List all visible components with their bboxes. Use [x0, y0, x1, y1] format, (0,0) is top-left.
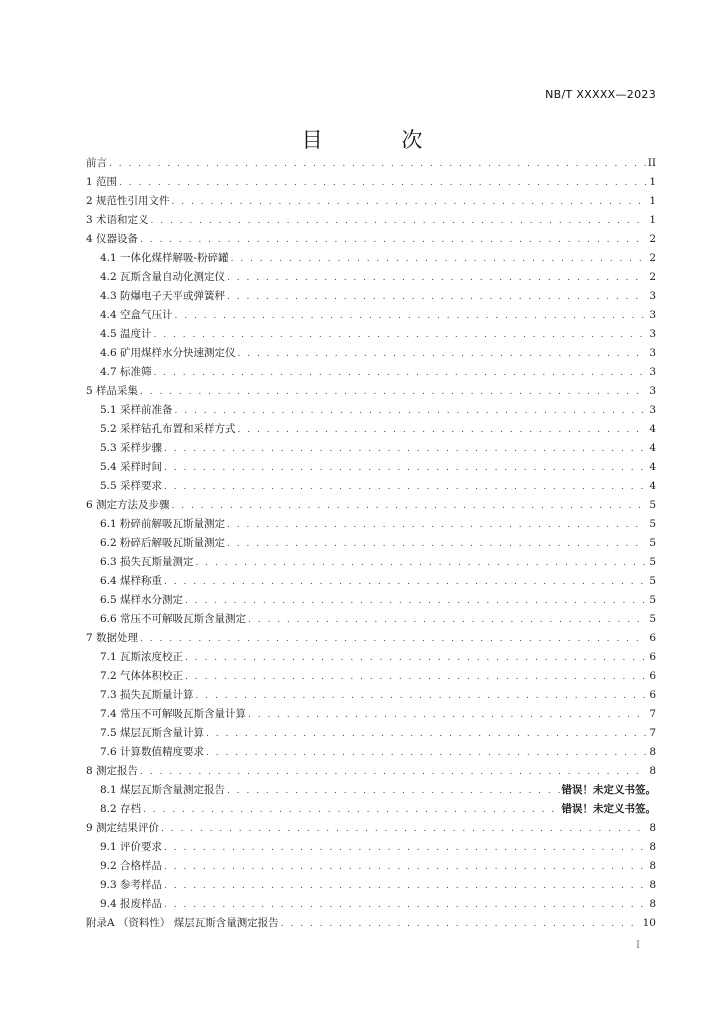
toc-dot-leader — [140, 383, 646, 402]
toc-entry[interactable] — [86, 838, 656, 857]
toc-dot-leader — [161, 820, 646, 839]
toc-entry[interactable] — [86, 154, 656, 173]
toc-entry-label: 5.5 采样要求 — [100, 480, 163, 492]
toc-entry-label: 8.2 存档 — [100, 803, 142, 815]
toc-entry-page: 8 — [649, 879, 656, 891]
toc-entry-page: 3 — [649, 385, 656, 397]
toc-entry[interactable] — [86, 192, 656, 211]
toc-entry-label: 4 仪器设备 — [86, 233, 139, 245]
toc-dot-leader — [206, 725, 646, 744]
toc-dot-leader — [164, 877, 646, 896]
toc-entry-page: 5 — [649, 556, 656, 568]
toc-entry[interactable] — [86, 268, 656, 287]
toc-entry-label: 9.2 合格样品 — [100, 860, 163, 872]
toc-entry[interactable] — [86, 420, 656, 439]
toc-dot-leader — [175, 402, 646, 421]
toc-entry[interactable] — [86, 610, 656, 629]
toc-entry[interactable] — [86, 648, 656, 667]
toc-dot-leader — [164, 478, 646, 497]
toc-entry[interactable] — [86, 800, 656, 819]
toc-entry-label: 4.2 瓦斯含量自动化测定仪 — [100, 271, 226, 283]
toc-entry-label: 7 数据处理 — [86, 632, 139, 644]
standard-code: NB/T XXXXX—2023 — [545, 88, 656, 101]
toc-entry-label: 5.3 采样步骤 — [100, 442, 163, 454]
toc-entry-page: 错误！未定义书签。 — [561, 803, 656, 815]
toc-dot-leader — [227, 269, 646, 288]
toc-dot-leader — [164, 858, 646, 877]
toc-dot-leader — [164, 440, 646, 459]
toc-entry-page: 7 — [649, 727, 656, 739]
toc-entry[interactable] — [86, 914, 656, 933]
toc-entry[interactable] — [86, 724, 656, 743]
page-title: 目 次 — [301, 128, 459, 152]
toc-entry[interactable] — [86, 477, 656, 496]
toc-dot-leader — [248, 706, 646, 725]
toc-dot-leader — [196, 554, 646, 573]
toc-dot-leader — [227, 288, 646, 307]
toc-entry-label: 4.7 标准筛 — [100, 366, 152, 378]
toc-entry[interactable] — [86, 572, 656, 591]
toc-dot-leader — [238, 421, 646, 440]
toc-dot-leader — [140, 630, 646, 649]
toc-entry-label: 5.1 采样前准备 — [100, 404, 173, 416]
toc-entry-page: 10 — [642, 917, 656, 929]
toc-entry[interactable] — [86, 458, 656, 477]
toc-entry[interactable] — [86, 287, 656, 306]
toc-entry-label: 2 规范性引用文件 — [86, 195, 170, 207]
toc-entry-page: 3 — [649, 290, 656, 302]
toc-entry[interactable] — [86, 382, 656, 401]
toc-entry-page: 4 — [649, 423, 656, 435]
toc-entry-page: 3 — [649, 366, 656, 378]
toc-dot-leader — [151, 212, 646, 231]
toc-entry[interactable] — [86, 686, 656, 705]
toc-entry[interactable] — [86, 762, 656, 781]
toc-entry[interactable] — [86, 895, 656, 914]
toc-entry-label: 7.4 常压不可解吸瓦斯含量计算 — [100, 708, 247, 720]
toc-entry-label: 7.2 气体体积校正 — [100, 670, 184, 682]
toc-entry-page: 2 — [649, 271, 656, 283]
toc-entry-label: 4.4 空盒气压计 — [100, 309, 173, 321]
toc-dot-leader — [227, 782, 559, 801]
toc-entry-label: 9.1 评价要求 — [100, 841, 163, 853]
toc-dot-leader — [109, 155, 646, 174]
toc-entry-label: 6.3 损失瓦斯量测定 — [100, 556, 194, 568]
toc-entry-label: 9.3 参考样品 — [100, 879, 163, 891]
toc-entry-page: 1 — [649, 176, 656, 188]
toc-entry[interactable] — [86, 496, 656, 515]
toc-dot-leader — [172, 193, 646, 212]
toc-entry-label: 附录A （资料性） 煤层瓦斯含量测定报告 — [86, 917, 279, 929]
toc-entry-page: 3 — [649, 347, 656, 359]
page-number: I — [636, 940, 640, 951]
toc-entry-label: 6.2 粉碎后解吸瓦斯量测定 — [100, 537, 226, 549]
toc-entry-label: 5 样品采集 — [86, 385, 139, 397]
toc-entry-page: 5 — [649, 499, 656, 511]
toc-entry-page: 3 — [649, 309, 656, 321]
toc-dot-leader — [164, 896, 646, 915]
toc-entry-page: 7 — [649, 708, 656, 720]
toc-entry-page: 6 — [649, 670, 656, 682]
toc-entry-page: 6 — [649, 651, 656, 663]
toc-dot-leader — [164, 839, 646, 858]
toc-entry[interactable] — [86, 439, 656, 458]
toc-entry-page: 错误！未定义书签。 — [561, 784, 656, 796]
toc-entry[interactable] — [86, 230, 656, 249]
toc-dot-leader — [248, 611, 646, 630]
toc-dot-leader — [140, 231, 646, 250]
toc-entry-label: 7.5 煤层瓦斯含量计算 — [100, 727, 205, 739]
toc-dot-leader — [196, 687, 646, 706]
toc-entry-page: 4 — [649, 442, 656, 454]
toc-entry-label: 4.3 防爆电子天平或弹簧秤 — [100, 290, 226, 302]
toc-entry-label: 5.4 采样时间 — [100, 461, 163, 473]
toc-dot-leader — [119, 174, 646, 193]
toc-entry[interactable] — [86, 173, 656, 192]
toc-entry-page: 2 — [649, 233, 656, 245]
toc-entry-page: 3 — [649, 404, 656, 416]
toc-entry[interactable] — [86, 325, 656, 344]
toc-entry-page: 1 — [649, 195, 656, 207]
toc-dot-leader — [175, 307, 646, 326]
toc-entry-page: II — [647, 157, 656, 169]
toc-dot-leader — [227, 535, 646, 554]
toc-entry-page: 4 — [649, 480, 656, 492]
toc-entry-page: 4 — [649, 461, 656, 473]
toc-entry-page: 8 — [649, 841, 656, 853]
toc-entry[interactable] — [86, 591, 656, 610]
toc-dot-leader — [172, 497, 646, 516]
toc-entry-label: 6.6 常压不可解吸瓦斯含量测定 — [100, 613, 247, 625]
toc-entry-label: 4.6 矿用煤样水分快速测定仪 — [100, 347, 236, 359]
toc-entry-page: 1 — [649, 214, 656, 226]
toc-entry-page: 5 — [649, 537, 656, 549]
toc-entry[interactable] — [86, 667, 656, 686]
toc-entry-page: 8 — [649, 746, 656, 758]
toc-entry[interactable] — [86, 876, 656, 895]
toc-entry-label: 6.5 煤样水分测定 — [100, 594, 184, 606]
toc-entry-page: 3 — [649, 328, 656, 340]
toc-entry-label: 9.4 报废样品 — [100, 898, 163, 910]
toc-entry[interactable] — [86, 857, 656, 876]
toc-entry-page: 5 — [649, 575, 656, 587]
table-of-contents — [86, 154, 656, 933]
toc-dot-leader — [206, 744, 646, 763]
toc-entry-label: 9 测定结果评价 — [86, 822, 160, 834]
toc-dot-leader — [185, 668, 646, 687]
toc-entry[interactable] — [86, 743, 656, 762]
toc-dot-leader — [154, 326, 646, 345]
toc-entry-page: 8 — [649, 765, 656, 777]
toc-entry-label: 8.1 煤层瓦斯含量测定报告 — [100, 784, 226, 796]
toc-entry-page: 8 — [649, 822, 656, 834]
toc-dot-leader — [238, 345, 646, 364]
toc-entry[interactable] — [86, 534, 656, 553]
toc-entry-label: 7.1 瓦斯浓度校正 — [100, 651, 184, 663]
toc-entry-page: 8 — [649, 898, 656, 910]
toc-entry-label: 6.1 粉碎前解吸瓦斯量测定 — [100, 518, 226, 530]
toc-entry[interactable] — [86, 705, 656, 724]
toc-dot-leader — [185, 592, 646, 611]
toc-entry[interactable] — [86, 344, 656, 363]
toc-entry-label: 前言 — [86, 157, 107, 169]
toc-entry-label: 7.3 损失瓦斯量计算 — [100, 689, 194, 701]
toc-entry-page: 6 — [649, 632, 656, 644]
toc-entry-page: 5 — [649, 613, 656, 625]
toc-entry[interactable] — [86, 211, 656, 230]
toc-entry-label: 3 术语和定义 — [86, 214, 149, 226]
toc-dot-leader — [143, 801, 559, 820]
toc-entry-label: 7.6 计算数值精度要求 — [100, 746, 205, 758]
toc-dot-leader — [227, 516, 646, 535]
toc-entry[interactable] — [86, 819, 656, 838]
toc-dot-leader — [164, 573, 646, 592]
toc-dot-leader — [231, 250, 646, 269]
toc-entry[interactable] — [86, 781, 656, 800]
toc-entry-label: 4.1 一体化煤样解吸-粉碎罐 — [100, 252, 229, 264]
toc-entry-page: 8 — [649, 860, 656, 872]
toc-entry[interactable] — [86, 553, 656, 572]
toc-entry[interactable] — [86, 249, 656, 268]
toc-entry-page: 6 — [649, 689, 656, 701]
toc-entry[interactable] — [86, 629, 656, 648]
toc-dot-leader — [185, 649, 646, 668]
toc-entry[interactable] — [86, 306, 656, 325]
toc-entry-page: 2 — [649, 252, 656, 264]
toc-dot-leader — [154, 364, 646, 383]
toc-entry-page: 5 — [649, 518, 656, 530]
toc-entry-label: 6 测定方法及步骤 — [86, 499, 170, 511]
toc-entry-label: 1 范围 — [86, 176, 118, 188]
toc-entry-label: 5.2 采样钻孔布置和采样方式 — [100, 423, 236, 435]
toc-entry-page: 5 — [649, 594, 656, 606]
toc-entry-label: 8 测定报告 — [86, 765, 139, 777]
toc-dot-leader — [281, 915, 641, 934]
toc-entry-label: 6.4 煤样称重 — [100, 575, 163, 587]
toc-dot-leader — [140, 763, 646, 782]
toc-entry[interactable] — [86, 515, 656, 534]
toc-entry-label: 4.5 温度计 — [100, 328, 152, 340]
toc-dot-leader — [164, 459, 646, 478]
toc-entry[interactable] — [86, 401, 656, 420]
toc-entry[interactable] — [86, 363, 656, 382]
